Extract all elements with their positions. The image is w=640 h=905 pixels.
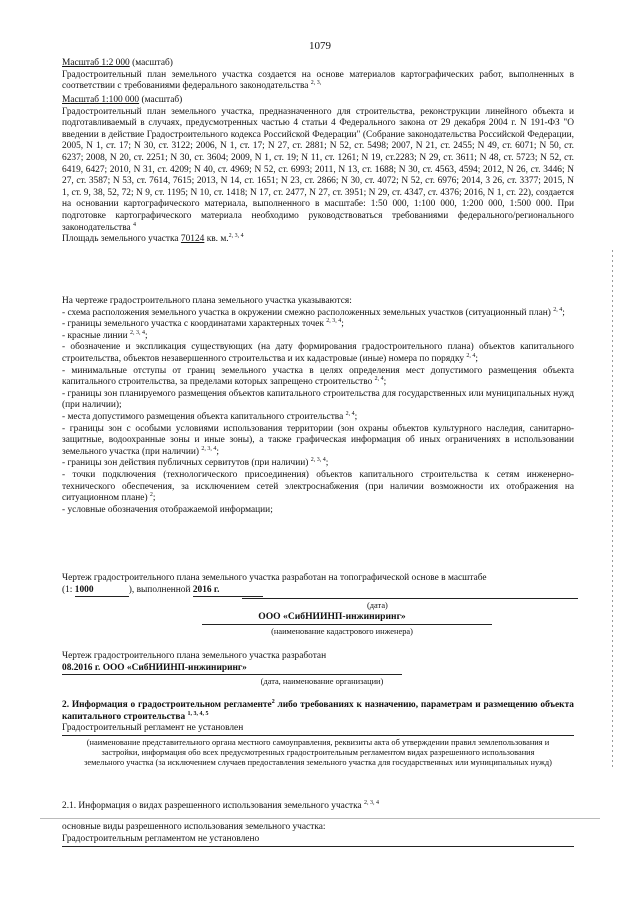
topo-block xyxy=(62,573,574,597)
area-prefix: Площадь земельного участка xyxy=(62,234,181,245)
drawing-item-sup: 2, 3, 4 xyxy=(310,457,326,464)
topo-org-rule xyxy=(202,624,492,625)
drawing-item-tail: ; xyxy=(562,307,565,318)
topo-year: 2016 г. xyxy=(193,585,263,598)
topo-org: ООО «СибНИИНП-инжиниринг» xyxy=(258,611,406,622)
scale-2000-text: Градостроительный план земельного участка создается на основе материалов картографических работ, выполненных в соответствии с требованиями федерального законодательства xyxy=(62,69,574,92)
topo-text: Чертеж градостроительного плана земельного участка разработан на топографической основе в масштабе xyxy=(62,573,487,583)
scale-100000-note: (масштаб) xyxy=(139,95,183,105)
drawing-item xyxy=(62,424,574,459)
drawing-item-tail: ; xyxy=(341,319,344,330)
drawing-item-sup: 2, 4 xyxy=(553,306,563,313)
scale-2000-block xyxy=(62,58,574,93)
section2-heading-a: 2. Информация о градостроительном регламенте xyxy=(62,700,272,710)
section21-sup: 2, 3, 4 xyxy=(364,799,380,806)
drawing-item xyxy=(62,470,574,505)
section2-heading-b: либо требованиях к назначению, параметрам и размещению объекта капитального строительства xyxy=(62,700,574,722)
drawing-items xyxy=(62,308,574,517)
section2-sup-b: 1, 3, 4, 5 xyxy=(187,710,209,717)
drawing-intro: На чертеже градостроительного плана земельного участка указываются: xyxy=(62,296,352,306)
area-unit: кв. м. xyxy=(204,234,229,245)
drawing-item-sup: 2 xyxy=(149,491,153,498)
developed-caption: (дата, наименование организации) xyxy=(260,677,384,686)
drawing-item-tail: ; xyxy=(152,493,156,504)
drawing-item-text: - границы зон с особыми условиями использования территории (зон охраны объектов культурного наследия, санитарно-защитные, водоохранные зоны и иные зоны), а также графическая информация об иных ограничениях в использовании земельного участка (при наличии) xyxy=(62,423,574,457)
topo-org-caption: (наименование кадастрового инженера) xyxy=(271,627,413,636)
topo-scale-value: 1000 xyxy=(75,585,129,598)
drawing-item-sup: 2, 3, 4 xyxy=(129,329,145,336)
section2-rule xyxy=(62,735,574,736)
topo-scale-open: (1: xyxy=(62,584,75,595)
topo-date-caption: (дата) xyxy=(367,601,388,610)
area-sup: 2, 3, 4 xyxy=(228,233,244,239)
section2-block xyxy=(62,700,574,735)
scale-2000-label: Масштаб 1:2 000 xyxy=(62,58,130,68)
drawing-item xyxy=(62,505,574,517)
drawing-item-text: - границы зон действия публичных сервитутов (при наличии) xyxy=(62,458,309,469)
section21-top-rule xyxy=(40,818,600,819)
drawing-item-tail: ; xyxy=(325,458,329,469)
topo-date-rule xyxy=(242,598,578,599)
drawing-item xyxy=(62,458,574,470)
scale-100000-label: Масштаб 1:100 000 xyxy=(62,95,140,105)
scale-100000-block xyxy=(62,95,574,246)
drawing-item-tail: ; xyxy=(216,446,219,457)
drawing-item xyxy=(62,412,574,424)
scan-edge-mark xyxy=(612,250,613,770)
drawing-item xyxy=(62,308,574,320)
drawing-item-text: - точки подключения (технологического присоединения) объектов капитального строительства к сетям инженерно-технического обеспечения, за исключением сетей электроснабжения (при наличии возможности их отображения на ситуационном плане) xyxy=(62,469,574,504)
section2-sup-a: 2 xyxy=(271,698,275,705)
drawing-item-text: - обозначение и экспликация существующих (на дату формирования градостроительного плана) объектов капитального строительства, объектов незавершенного строительства и их кадастровые (иные) номера по порядку xyxy=(62,342,574,364)
page-number: 1079 xyxy=(309,40,331,52)
drawing-item-text: - условные обозначения отображаемой информации; xyxy=(62,504,273,515)
scale-100000-sup: 4 xyxy=(133,221,137,228)
area-value: 70124 xyxy=(180,234,205,245)
drawing-item-text: - красные линии xyxy=(62,330,128,341)
drawing-item-text: - границы зон планируемого размещения объектов капитального строительства для государственных или муниципальных нужд (при наличии); xyxy=(62,388,574,411)
scale-2000-note: (масштаб) xyxy=(129,58,173,68)
drawing-item-tail: ; xyxy=(383,377,387,388)
section2-value: Градостроительный регламент не установлен xyxy=(62,723,244,734)
drawing-item-sup: 2, 3, 4 xyxy=(326,318,342,325)
drawing-item-tail: ; xyxy=(475,353,479,364)
drawing-item-tail: ; xyxy=(354,411,358,422)
scale-2000-sup: 2, 3, xyxy=(310,80,322,87)
drawing-item-text: - места допустимого размещения объекта капитального строительства xyxy=(62,411,344,422)
section21-value: Градостроительным регламентом не установлено xyxy=(62,833,260,844)
drawing-item-sup: 2, 4 xyxy=(345,410,355,417)
scale-100000-text: Градостроительный план земельного участка, предназначенного для строительства, реконструкции линейного объекта и подготавливаемый в случаях, предусмотренных частью 4 статьи 4 Федерального закона от 29 декабря 2004 г. N 191-ФЗ "О введении в действие Градостроительного кодекса Российской Федерации" (Собрание законодательства Российской Федерации, 2005, N 1, ст. 17; N 30, ст. 3122; 2006, N 1, ст. 17; N 27, ст. 2881; N 52, ст. 5498; 2007, N 21, ст. 2455; N 49, ст. 6071; N 50, ст. 6237; 2008, N 20, ст. 2251; N 30, ст. 3604; 2009, N 1, ст. 19; N 11, ст. 1261; N 19, ст.2283; N 29, ст. 3611; N 48, ст. 5723; N 52, ст. 6419, 6427; 2010, N 31, ст. 4209; N 40, ст. 4969; N 52, ст. 6993; 2011, N 13, ст. 1688; N 30, ст. 4563, 4594; 2012, N 26, ст. 3446; N 27, ст. 3587; N 53, ст. 7614, 7615; 2013, N 14, ст. 1651; N 23, ст. 2866; N 30, ст. 4072; N 52, ст. 6976; 2014, 3 26, ст. 3377; 2015, N 1, ст. 9, 38, 52, 72; N 9, ст. 1195; N 10, ст. 1418; N 17, ст. 2477, N 27, ст. 3951; N 29, ст. 4347, ст. 4376; 2016, N 1, ст. 22), создается на основании картографического материала, выполненного в масштабе: 1:50 000, 1:100 000, 1:200 000, 1:500 000. При подготовке картографического материала необходимо руководствоваться требованиями федерального/регионального законодательства xyxy=(62,106,574,233)
topo-mid: ), выполненной xyxy=(128,584,193,595)
drawing-item-tail: ; xyxy=(144,330,148,341)
drawing-item xyxy=(62,366,574,389)
developed-block xyxy=(62,651,574,674)
drawing-item-text: - схема расположения земельного участка в окружении смежно расположенных земельных участков (ситуационный план) xyxy=(62,307,551,318)
drawing-item xyxy=(62,331,574,343)
drawing-item-text: - границы земельного участка с координатами характерных точек xyxy=(62,319,324,330)
drawing-item xyxy=(62,342,574,365)
developed-value: 08.2016 г. ООО «СибНИИНП-инжиниринг» xyxy=(62,662,247,673)
section21-rule xyxy=(62,846,574,847)
drawing-list-block xyxy=(62,296,574,516)
drawing-item-sup: 2, 3, 4 xyxy=(201,445,217,452)
section21-block xyxy=(62,801,574,813)
section2-caption: (наименование представительного органа местного самоуправления, реквизиты акта об утверждении правил землепользования и застройки, информация обо всех предусмотренных градостроительным регламентом видах разрешенного использования земельного участка (за исключением случаев предоставления земельного участка для государственных или муниципальных нужд) xyxy=(84,738,552,768)
drawing-item xyxy=(62,389,574,412)
section21-heading: 2.1. Информация о видах разрешенного использования земельного участка xyxy=(62,801,362,811)
drawing-item-sup: 2, 4 xyxy=(374,376,384,383)
developed-rule xyxy=(62,674,402,675)
drawing-item-text: - минимальные отступы от границ земельного участка в целях определения мест допустимого размещения объекта капитального строительства, за пределами которых запрещено строительство xyxy=(62,365,574,388)
developed-text: Чертеж градостроительного плана земельного участка разработан xyxy=(62,651,327,661)
section21-content xyxy=(62,822,574,845)
section21-label: основные виды разрешенного использования земельного участка: xyxy=(62,822,326,832)
drawing-item-sup: 2, 4 xyxy=(466,352,476,359)
